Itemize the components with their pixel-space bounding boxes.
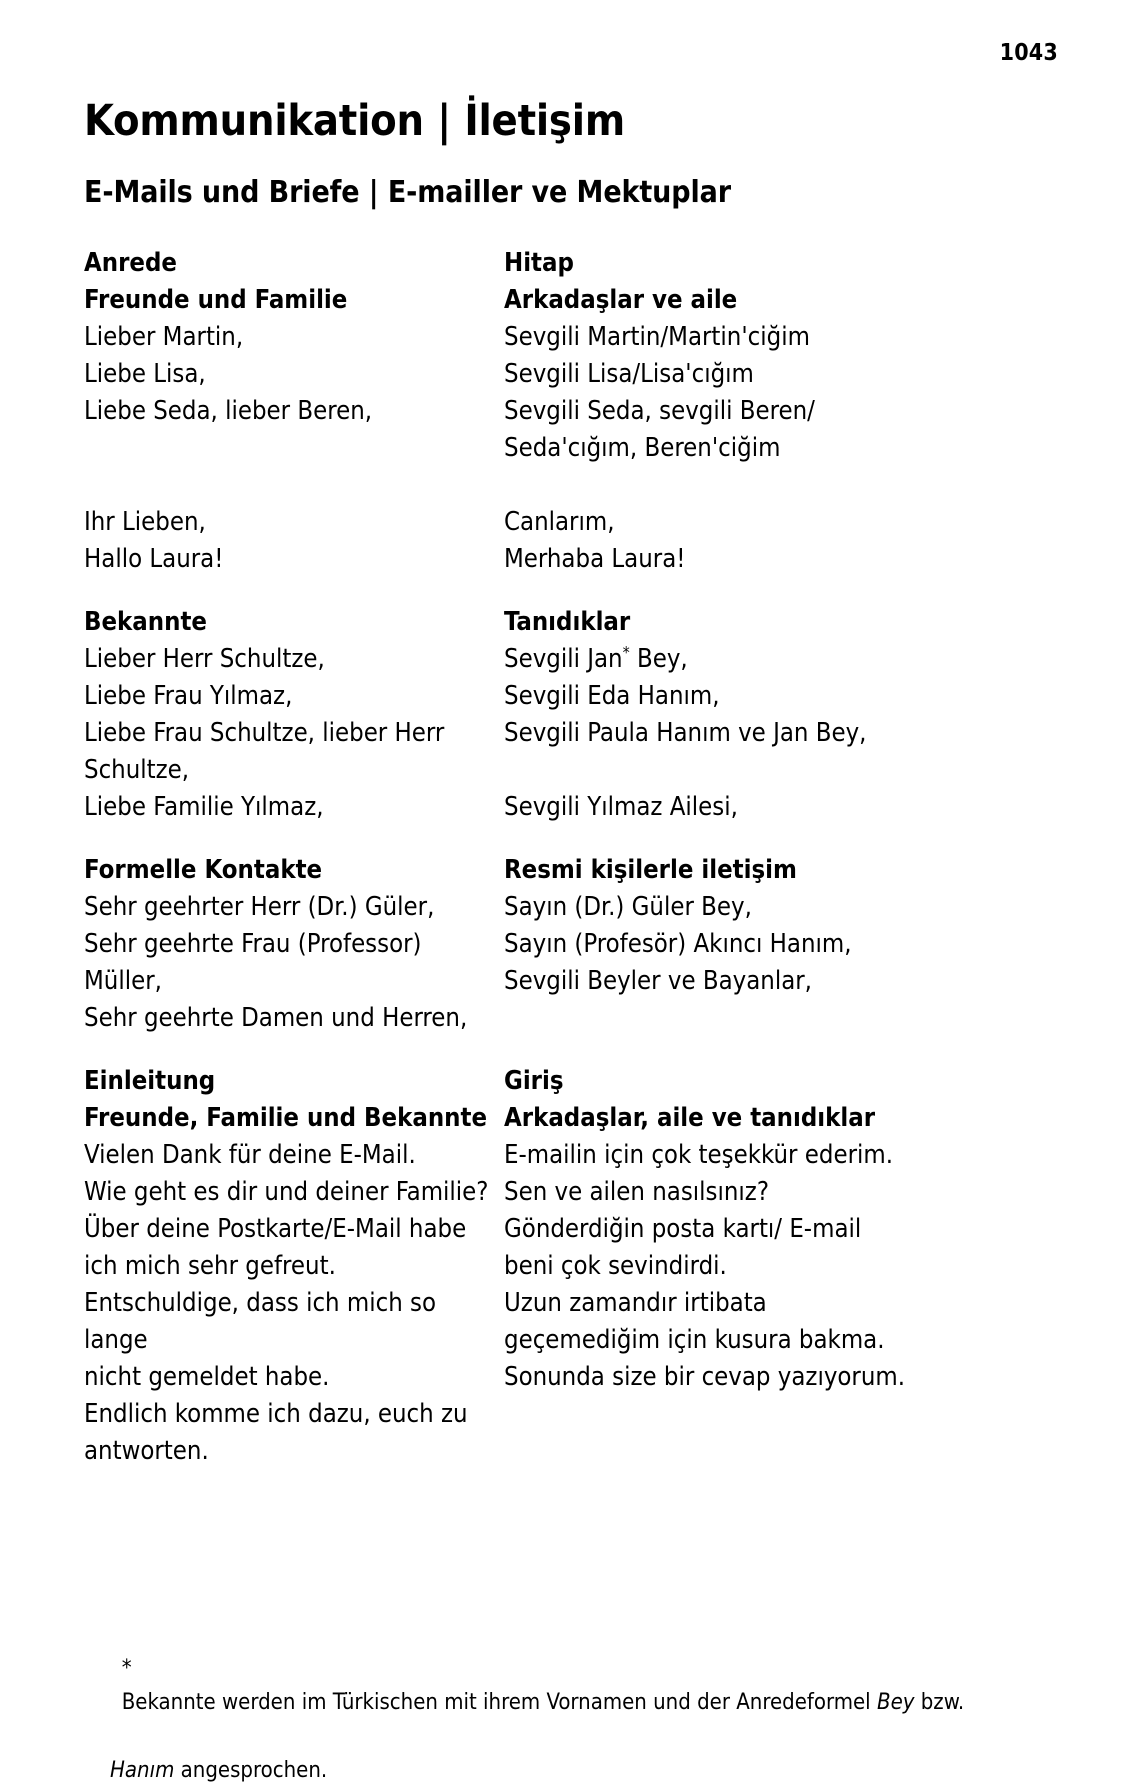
block-heading: Hitap (504, 247, 574, 278)
block-line: Sehr geehrte Frau (Professor) Müller, (84, 928, 429, 996)
block-line: E-mailin için çok teşekkür ederim. (504, 1139, 893, 1170)
block-heading: Freunde, Familie und Bekannte (84, 1102, 488, 1133)
block-line: Sevgili Jan* Bey, (504, 642, 688, 674)
block-line: antworten. (84, 1435, 209, 1466)
block-line: Sehr geehrter Herr (Dr.) Güler, (84, 891, 435, 922)
block-line: Sen ve ailen nasılsınız? (504, 1176, 770, 1207)
block-heading: Formelle Kontakte (84, 854, 323, 885)
block-line (504, 467, 924, 504)
block-line: Liebe Frau Schultze, lieber Herr (84, 717, 445, 748)
footnote-text-2: angesprochen. (174, 1758, 328, 1783)
block-line: Sevgili Eda Hanım, (504, 680, 720, 711)
block-line (84, 430, 490, 467)
footnote-italic-hanim: Hanım (110, 1758, 175, 1783)
footnote-text-1a: Bekannte werden im Türkischen mit ihrem Vornamen und der Anredeformel (121, 1690, 877, 1715)
footnote-italic-bey: Bey (876, 1690, 915, 1715)
block-line: Hallo Laura! (84, 543, 224, 574)
block-line: Seda'cığım, Beren'ciğim (504, 432, 781, 463)
block-line: Canlarım, (504, 506, 615, 537)
block-line: geçemediğim için kusura bakma. (504, 1324, 885, 1355)
block-heading: Freunde und Familie (84, 284, 348, 315)
block-line: Uzun zamandır irtibata (504, 1287, 767, 1318)
block-line: Wie geht es dir und deiner Familie? (84, 1176, 489, 1207)
block-heading: Giriş (504, 1065, 564, 1096)
page-number: 1043 (999, 40, 1058, 66)
bilingual-blocks (84, 245, 1050, 1470)
block-line: Endlich komme ich dazu, euch zu (84, 1398, 468, 1429)
chapter-title: Kommunikation | İletişim (84, 96, 625, 146)
block-line: nicht gemeldet habe. (84, 1361, 330, 1392)
block-heading: Einleitung (84, 1065, 216, 1096)
block-line: Sayın (Profesör) Akıncı Hanım, (504, 928, 852, 959)
block-line: beni çok sevindirdi. (504, 1250, 727, 1281)
block-line: Sevgili Martin/Martin'ciğim (504, 321, 810, 352)
footnote-reference: * (622, 642, 630, 662)
block-heading: Arkadaşlar, aile ve tanıdıklar (504, 1102, 876, 1133)
block-line: Sayın (Dr.) Güler Bey, (504, 891, 752, 922)
german-column (84, 604, 504, 826)
turkish-column (504, 245, 924, 578)
block-line: Liebe Familie Yılmaz, (84, 791, 324, 822)
block-line: Entschuldige, dass ich mich so lange (84, 1287, 444, 1355)
block-line: Gönderdiğin posta kartı/ E-mail (504, 1213, 862, 1244)
block-einleitung-giris (84, 1063, 1050, 1470)
block-line: Sevgili Lisa/Lisa'cığım (504, 358, 754, 389)
turkish-column (504, 1063, 924, 1433)
footnote-line-2 (84, 1754, 1050, 1784)
block-line: Lieber Herr Schultze, (84, 643, 325, 674)
turkish-column (504, 852, 924, 1000)
block-line: Liebe Frau Yılmaz, (84, 680, 293, 711)
block-formelle-kontakte-resmi (84, 852, 1050, 1037)
section-title: E-Mails und Briefe | E-mailler ve Mektuplar (84, 174, 731, 210)
block-line: Ihr Lieben, (84, 506, 206, 537)
footnote (84, 1618, 1050, 1784)
block-heading: Tanıdıklar (504, 606, 631, 637)
footnote-marker: * (121, 1656, 132, 1681)
block-line: Sevgili Seda, sevgili Beren/ (504, 395, 815, 426)
block-line (504, 1396, 924, 1433)
block-line: Vielen Dank für deine E-Mail. (84, 1139, 416, 1170)
block-heading: Arkadaşlar ve aile (504, 284, 738, 315)
german-column (84, 852, 504, 1037)
block-line: Liebe Lisa, (84, 358, 206, 389)
block-line: Merhaba Laura! (504, 543, 686, 574)
german-column (84, 1063, 504, 1470)
block-line (504, 752, 924, 789)
block-line: Liebe Seda, lieber Beren, (84, 395, 373, 426)
block-heading: Resmi kişilerle iletişim (504, 854, 797, 885)
block-line: Schultze, (84, 754, 190, 785)
footnote-text-1b: bzw. (914, 1690, 965, 1715)
block-line: Lieber Martin, (84, 321, 244, 352)
block-heading: Bekannte (84, 606, 207, 637)
block-line: Sevgili Yılmaz Ailesi, (504, 791, 738, 822)
block-bekannte-tanidiklar (84, 604, 1050, 826)
block-anrede-hitap (84, 245, 1050, 578)
block-line: Sonunda size bir cevap yazıyorum. (504, 1361, 906, 1392)
block-line (84, 467, 490, 504)
turkish-column (504, 604, 924, 826)
german-column (84, 245, 504, 578)
block-line: Sehr geehrte Damen und Herren, (84, 1002, 468, 1033)
block-line: Sevgili Beyler ve Bayanlar, (504, 965, 812, 996)
page-content (84, 96, 1050, 1496)
block-line: Sevgili Paula Hanım ve Jan Bey, (504, 717, 867, 748)
block-heading: Anrede (84, 247, 177, 278)
footnote-line-1 (84, 1618, 1050, 1754)
block-line: ich mich sehr gefreut. (84, 1250, 336, 1281)
block-line: Über deine Postkarte/E-Mail habe (84, 1213, 467, 1244)
